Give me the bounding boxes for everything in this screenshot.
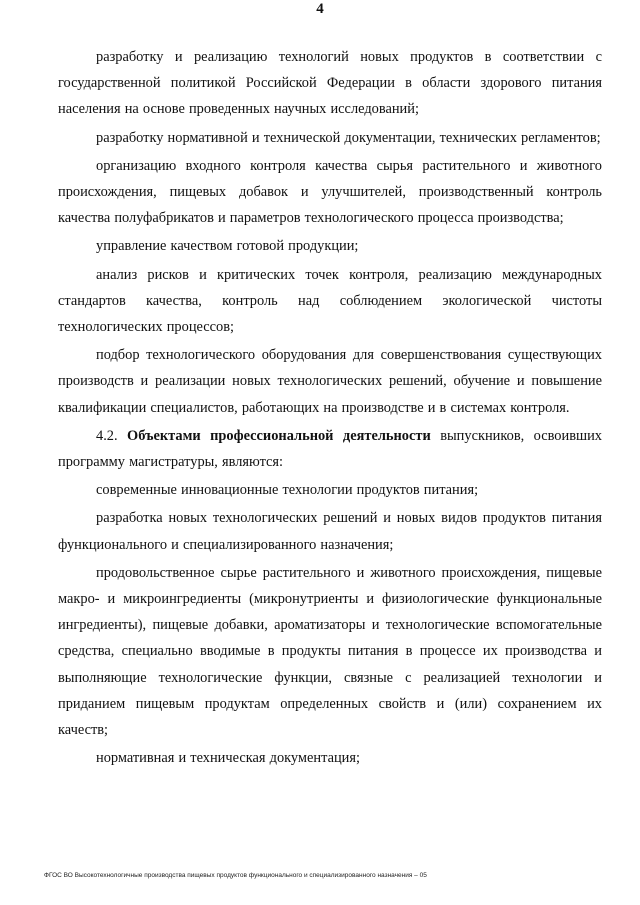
section-heading-bold: Объектами профессиональной деятельности	[127, 427, 431, 444]
paragraph-5: анализ рисков и критических точек контроля, реализацию международных стандартов качества, контроль над соблюдением экологической чистоты технологических процессов;	[58, 266, 602, 336]
paragraph-9: разработка новых технологических решений и новых видов продуктов питания функционального и специализированного назначения;	[58, 510, 602, 553]
paragraph-4: управление качеством готовой продукции;	[96, 238, 359, 255]
paragraph-2: разработку нормативной и технической документации, технических регламентов;	[96, 129, 601, 146]
paragraph-11: нормативная и техническая документация;	[96, 750, 360, 767]
paragraph-1: разработку и реализацию технологий новых продуктов в соответствии с государственной политикой Российской Федерации в области здорового питания населения на основе проведенных научных исследований;	[58, 49, 602, 118]
page-number: 4	[316, 1, 324, 17]
paragraph-section-4-2	[58, 423, 602, 475]
section-number: 4.2.	[96, 427, 118, 444]
document-body	[58, 44, 602, 771]
page-footer: ФГОС ВО Высокотехнологичные производства пищевых продуктов функционального и специализированного назначения – 05	[44, 872, 427, 879]
paragraph-8: современные инновационные технологии продуктов питания;	[96, 482, 479, 499]
paragraph-10: продовольственное сырье растительного и животного происхождения, пищевые макро- и микроингредиенты (микронутриенты и физиологические функциональные ингредиенты), пищевые добавки, ароматизаторы и технологические вспомогательные средства, специально вводимые в продукты питания в процессе их производства и выполняющие технологические функции, связные с реализацией технологии и приданием пищевым продуктам определенных свойств и (или) сохранением их качеств;	[58, 564, 602, 739]
paragraph-3: организацию входного контроля качества сырья растительного и животного происхождения, пищевых добавок и улучшителей, производственный контроль качества полуфабрикатов и параметров технологического процесса производства;	[58, 157, 602, 227]
paragraph-6: подбор технологического оборудования для совершенствования существующих производств и реализации новых технологических решений, обучение и повышение квалификации специалистов, работающих на производстве и в системах контроля.	[58, 347, 602, 416]
section-heading-rest: выпускников, освоивших программу магистратуры, являются:	[58, 427, 602, 471]
